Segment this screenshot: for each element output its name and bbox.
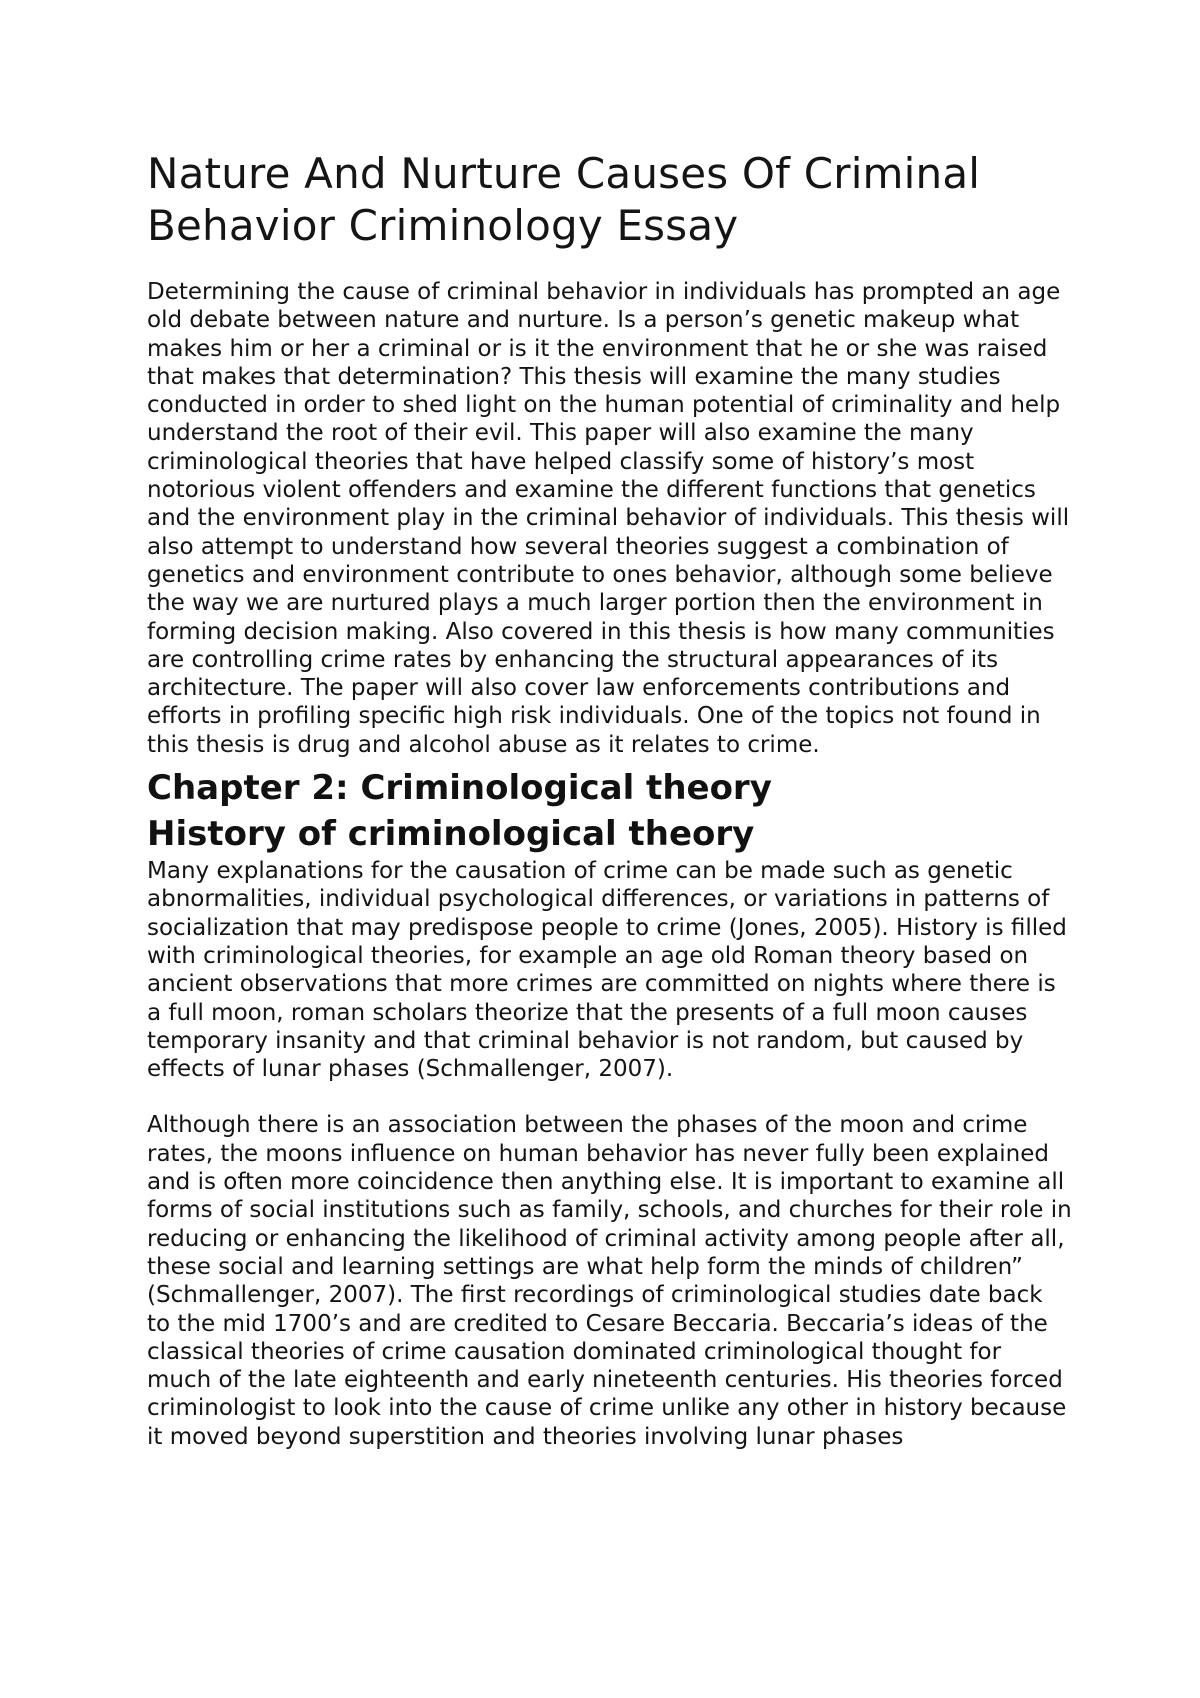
document-title: Nature And Nurture Causes Of Criminal Behavior Criminology Essay: [147, 149, 981, 250]
chapter-heading: Chapter 2: Criminological theory: [147, 768, 772, 809]
body-paragraph-1: Many explanations for the causation of crime can be made such as genetic abnormalities, individual psychological differences, or variations in patterns of socialization that may predispose people to crime (Jones, 2005). History is filled with criminological theories, for example an age old Roman theory based on ancient observations that more crimes are committed on nights where there is a full moon, roman scholars theorize that the presents of a full moon causes temporary insanity and that criminal behavior is not random, but caused by effects of lunar phases (Schmallenger, 2007).: [147, 858, 1067, 1083]
intro-paragraph: Determining the cause of criminal behavior in individuals has prompted an age old debate between nature and nurture. Is a person’s genetic makeup what makes him or her a criminal or is it the environment that he or she was raised that makes that determination? This thesis will examine the many studies conducted in order to shed light on the human potential of criminality and help understand the root of their evil. This paper will also examine the many criminological theories that have helped classify some of history’s most notorious violent offenders and examine the different functions that genetics and the environment play in the criminal behavior of individuals. This thesis will also attempt to understand how several theories suggest a combination of genetics and environment contribute to ones behavior, although some believe the way we are nurtured plays a much larger portion then the environment in forming decision making. Also covered in this thesis is how many communities are controlling crime rates by enhancing the structural appearances of its architecture. The paper will also cover law enforcements contributions and efforts in profiling specific high risk individuals. One of the topics not found in this thesis is drug and alcohol abuse as it relates to crime.: [147, 279, 1070, 758]
body-paragraph-2: Although there is an association between the phases of the moon and crime rates, the moons influence on human behavior has never fully been explained and is often more coincidence then anything else. It is important to examine all forms of social institutions such as family, schools, and churches for their role in reducing or enhancing the likelihood of criminal activity among people after all, these social and learning settings are what help form the minds of children” (Schmallenger, 2007). The first recordings of criminological studies date back to the mid 1700’s and are credited to Cesare Beccaria. Beccaria’s ideas of the classical theories of crime causation dominated criminological thought for much of the late eighteenth and early nineteenth centuries. His theories forced criminologist to look into the cause of crime unlike any other in history because it moved beyond superstition and theories involving lunar phases: [147, 1112, 1072, 1450]
document-page: [147, 148, 1072, 1451]
section-heading: History of criminological theory: [147, 814, 755, 855]
paragraph-gap: [147, 1083, 1072, 1111]
